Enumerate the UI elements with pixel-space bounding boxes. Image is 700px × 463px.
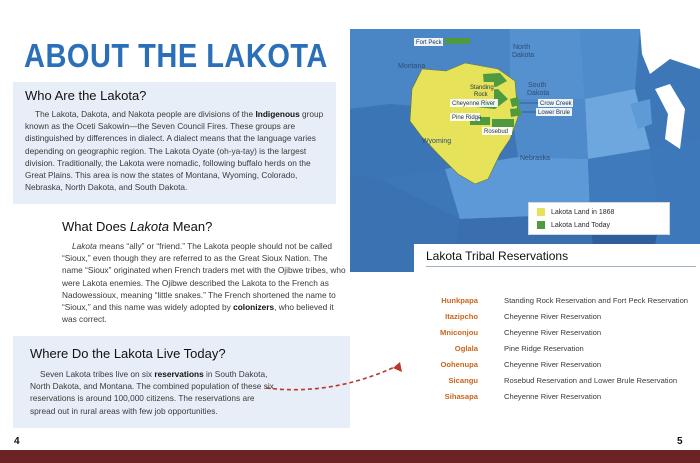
legend-item-1868: Lakota Land in 1868 [537,208,614,216]
footer-bar [0,450,700,463]
svg-text:Crow Creek: Crow Creek [540,101,572,107]
svg-text:Rock: Rock [474,92,488,98]
page-number-right: 5 [677,436,683,447]
svg-text:Cheyenne River: Cheyenne River [452,101,496,107]
where-heading: Where Do the Lakota Live Today? [30,346,226,361]
page-number-left: 4 [14,436,20,447]
svg-text:Fort Peck: Fort Peck [416,40,442,46]
who-are-lakota-box [13,82,336,204]
term-reservations: reservations [154,369,204,379]
lakota-map [350,29,700,272]
svg-text:Dakota: Dakota [512,52,535,59]
svg-text:South: South [528,82,547,89]
legend-item-today: Lakota Land Today [537,221,610,229]
svg-text:Nebraska: Nebraska [520,155,550,162]
what-paragraph: Lakota means “ally” or “friend.” The Lakota people should not be called “Sioux,” even though they are referred to as the Great Sioux Nation. The name “Sioux” originated when French traders met with the Ojibwe tribes, who were Lakota enemies. The Ojibwe described the Lakota to the French as Nadowessioux, meaning “little snakes.” The French shortened the name to “Sioux,” and this name was widely adopted by colonizers, who believed it was correct. [62,241,346,325]
svg-text:Pine Ridge: Pine Ridge [452,115,482,121]
tribal-title: Lakota Tribal Reservations [426,249,569,263]
what-heading: What Does Lakota Mean? [62,219,213,234]
term-colonizers: colonizers [233,302,275,313]
svg-text:Wyoming: Wyoming [422,138,452,145]
legend-swatch-1868 [537,208,545,216]
svg-text:Standing: Standing [470,85,494,91]
tribal-reservations-panel: Lakota Tribal Reservations Hunkpapa Standing Rock Reservation and Fort Peck Reservation Itazipcho Cheyenne River Reservation Mniconjou Cheyenne River Reservation Oglala Pine Ridge Reservation Oohenupa Cheyenne River Reservation Sicangu Rosebud Reservation and Lower Brule Reservation Sihasapa Cheyenne River Reservation [414,244,700,408]
term-indigenous: Indigenous [255,109,300,119]
dashed-arrow-icon [262,358,412,398]
title-divider [426,266,696,267]
svg-text:Dakota: Dakota [527,90,550,97]
state-montana: Montana [398,63,426,70]
legend-swatch-today [537,221,545,229]
svg-text:Rosebud: Rosebud [484,129,509,135]
svg-text:Lower Brule: Lower Brule [538,110,571,116]
who-paragraph: The Lakota, Dakota, and Nakota people are divisions of the Indigenous group known as the Oceti Sakowin—the Seven Council Fires. These groups are distinguished by differences in dialect. A dialect means that the language varies depending on geographic region. The Lakota Oyate (oh-ya-tay) is the largest division. Traditionally, the Lakota were nomadic, following buffalo herds on the Great Plains. This area is now the states of Montana, Wyoming, Colorado, Nebraska, North Dakota, and South Dakota. [25,109,324,193]
where-paragraph: Seven Lakota tribes live on six reservations in South Dakota, North Dakota, and Montana. The combined population of these six reservations is around 100,000 citizens. The reservations are spread out in rural areas with few job opportunities. [30,369,274,416]
map-legend [528,202,670,235]
svg-text:North: North [513,44,531,51]
page-title: ABOUT THE LAKOTA [24,38,328,75]
who-heading: Who Are the Lakota? [25,88,147,103]
